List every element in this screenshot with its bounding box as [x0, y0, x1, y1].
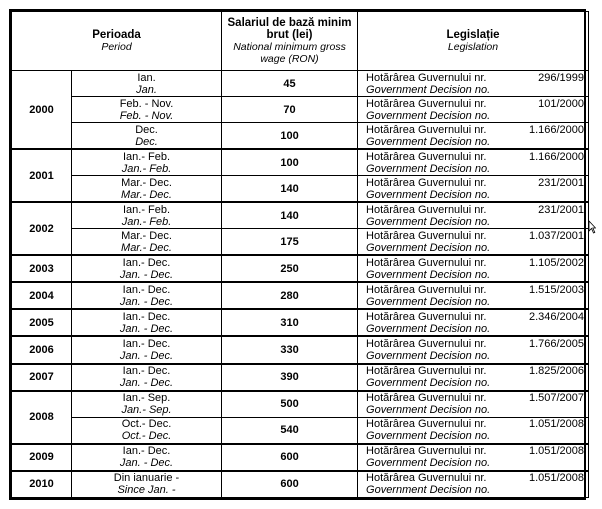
period-cell: [72, 255, 222, 282]
period-cell: [72, 149, 222, 176]
period-header-en: Period: [101, 41, 132, 53]
period-cell: [72, 202, 222, 229]
table-row: [12, 444, 589, 471]
legislation-cell: [358, 149, 589, 176]
table-row: [12, 471, 589, 498]
period-ro: Oct.- Dec.: [121, 418, 172, 431]
year-cell: 2004: [12, 282, 72, 309]
period-ro: Ian.- Dec.: [122, 365, 171, 378]
legislation-en: Government Decision no.: [366, 404, 491, 417]
decision-number: 1.507/2007: [528, 392, 585, 405]
legislation-ro-text: Hotărârea Guvernului nr.: [366, 283, 487, 296]
year-cell: 2000: [12, 71, 72, 150]
legislation-ro-text: Hotărârea Guvernului nr.: [366, 338, 487, 351]
period-cell: [72, 309, 222, 336]
decision-number: 1.825/2006: [528, 365, 585, 378]
decision-number: 1.051/2008: [528, 472, 585, 485]
wage-cell: 330: [222, 336, 358, 363]
year-cell: 2002: [12, 202, 72, 255]
legislation-ro: [366, 257, 584, 269]
legislation-cell: [358, 444, 589, 471]
year-cell: 2006: [12, 336, 72, 363]
legislation-cell: [358, 391, 589, 418]
year-cell: 2008: [12, 391, 72, 444]
period-en: Oct.- Dec.: [121, 430, 172, 443]
wage-cell: 45: [222, 71, 358, 97]
period-cell: [72, 391, 222, 418]
legislation-ro-text: Hotărârea Guvernului nr.: [366, 123, 487, 136]
legislation-en-line: [366, 457, 584, 469]
wage-cell: 600: [222, 444, 358, 471]
table-row: [12, 176, 589, 203]
wage-cell: 540: [222, 417, 358, 444]
decision-number: 231/2001: [538, 176, 585, 189]
legislation-ro: [366, 124, 584, 136]
legislation-ro-text: Hotărârea Guvernului nr.: [366, 310, 487, 323]
period-en: Jan.- Sep.: [121, 404, 172, 417]
period-ro: Ian.- Dec.: [122, 283, 171, 296]
legislation-cell: [358, 309, 589, 336]
legislation-ro: [366, 365, 584, 377]
decision-number: 1.515/2003: [528, 283, 585, 296]
minimum-wage-table: [11, 11, 589, 498]
legislation-en-line: [366, 296, 584, 308]
wage-cell: 310: [222, 309, 358, 336]
legislation-en-line: [366, 377, 584, 389]
legislation-en: Government Decision no.: [366, 295, 491, 308]
table-row: [12, 229, 589, 256]
decision-number: 1.051/2008: [528, 418, 585, 431]
legislation-ro-text: Hotărârea Guvernului nr.: [366, 472, 487, 485]
legislation-en-line: [366, 242, 584, 254]
table-row: [12, 336, 589, 363]
legislation-ro: [366, 72, 584, 84]
period-ro: Ian.- Sep.: [122, 392, 171, 405]
legislation-cell: [358, 202, 589, 229]
period-cell: [72, 417, 222, 444]
period-ro: Ian.- Feb.: [122, 150, 171, 163]
decision-number: 2.346/2004: [528, 310, 585, 323]
legislation-ro-text: Hotărârea Guvernului nr.: [366, 256, 487, 269]
legislation-ro: [366, 338, 584, 350]
period-en: Mar.- Dec.: [121, 188, 172, 201]
legislation-en: Government Decision no.: [366, 215, 491, 228]
table-row: [12, 417, 589, 444]
table-row: [12, 202, 589, 229]
legislation-en-line: [366, 269, 584, 281]
legislation-ro-text: Hotărârea Guvernului nr.: [366, 97, 487, 110]
legislation-ro: [366, 151, 584, 163]
legislation-en: Government Decision no.: [366, 377, 491, 390]
period-header: [12, 12, 222, 71]
wage-header-en: National minimum gross wage (RON): [233, 41, 346, 65]
legislation-cell: [358, 123, 589, 150]
legislation-cell: [358, 471, 589, 498]
legislation-en: Government Decision no.: [366, 484, 491, 497]
period-cell: [72, 471, 222, 498]
wage-cell: 250: [222, 255, 358, 282]
table-row: [12, 364, 589, 391]
period-header-ro: Perioada: [92, 29, 141, 41]
period-en: Jan.- Feb.: [121, 162, 172, 175]
table-row: [12, 149, 589, 176]
legislation-ro: [366, 311, 584, 323]
period-en: Mar.- Dec.: [121, 241, 172, 254]
legislation-ro: [366, 98, 584, 110]
period-en: Feb. - Nov.: [119, 109, 174, 122]
legislation-ro-text: Hotărârea Guvernului nr.: [366, 71, 487, 84]
year-cell: 2010: [12, 471, 72, 498]
legislation-ro-text: Hotărârea Guvernului nr.: [366, 229, 487, 242]
wage-cell: 100: [222, 149, 358, 176]
legislation-en-line: [366, 430, 584, 442]
legislation-cell: [358, 336, 589, 363]
wage-cell: 390: [222, 364, 358, 391]
decision-number: 101/2000: [538, 97, 585, 110]
legislation-ro-text: Hotărârea Guvernului nr.: [366, 365, 487, 378]
legislation-ro-text: Hotărârea Guvernului nr.: [366, 445, 487, 458]
period-en: Jan. - Dec.: [119, 295, 174, 308]
legislation-en-line: [366, 163, 584, 175]
decision-number: 1.766/2005: [528, 338, 585, 351]
wage-cell: 70: [222, 97, 358, 123]
legislation-en: Government Decision no.: [366, 83, 491, 96]
period-ro: Ian.- Dec.: [122, 256, 171, 269]
year-cell: 2001: [12, 149, 72, 202]
period-ro: Feb. - Nov.: [119, 97, 174, 110]
period-cell: [72, 444, 222, 471]
legislation-cell: [358, 97, 589, 123]
legislation-en-line: [366, 136, 584, 148]
decision-number: 1.166/2000: [528, 150, 585, 163]
year-cell: 2005: [12, 309, 72, 336]
table-row: [12, 309, 589, 336]
period-en: Jan.- Feb.: [121, 215, 172, 228]
legislation-header-ro: Legislație: [446, 29, 500, 41]
period-en: Jan. - Dec.: [119, 322, 174, 335]
legislation-cell: [358, 229, 589, 256]
decision-number: 1.051/2008: [528, 445, 585, 458]
mouse-cursor-icon: [588, 220, 596, 234]
legislation-en-line: [366, 84, 584, 96]
year-cell: 2009: [12, 444, 72, 471]
decision-number: 296/1999: [538, 71, 585, 84]
legislation-en: Government Decision no.: [366, 188, 491, 201]
legislation-cell: [358, 282, 589, 309]
period-ro: Ian.- Dec.: [122, 310, 171, 323]
legislation-header-en: Legislation: [447, 41, 499, 53]
legislation-ro: [366, 230, 584, 242]
period-cell: [72, 71, 222, 97]
table-row: [12, 97, 589, 123]
table-header-row: [12, 12, 589, 71]
legislation-en: Government Decision no.: [366, 241, 491, 254]
legislation-en-line: [366, 404, 584, 416]
legislation-ro: [366, 204, 584, 216]
legislation-cell: [358, 176, 589, 203]
period-ro: Ian.- Feb.: [122, 203, 171, 216]
legislation-cell: [358, 417, 589, 444]
period-ro: Mar.- Dec.: [121, 229, 172, 242]
wage-cell: 600: [222, 471, 358, 498]
legislation-ro: [366, 284, 584, 296]
period-en: Dec.: [135, 135, 158, 148]
wage-header-ro: Salariul de bază minim brut (lei): [227, 17, 352, 41]
period-cell: [72, 336, 222, 363]
legislation-cell: [358, 364, 589, 391]
table-row: [12, 391, 589, 418]
legislation-en-line: [366, 110, 584, 122]
legislation-en: Government Decision no.: [366, 135, 491, 148]
period-cell: [72, 97, 222, 123]
period-en: Jan. - Dec.: [119, 377, 174, 390]
period-cell: [72, 229, 222, 256]
legislation-header: [358, 12, 589, 71]
wage-cell: 140: [222, 176, 358, 203]
legislation-ro-text: Hotărârea Guvernului nr.: [366, 203, 487, 216]
table-row: [12, 255, 589, 282]
period-en: Jan. - Dec.: [119, 350, 174, 363]
legislation-ro: [366, 472, 584, 484]
period-en: Jan. - Dec.: [119, 457, 174, 470]
legislation-en: Government Decision no.: [366, 162, 491, 175]
legislation-ro: [366, 392, 584, 404]
wage-table-container: [9, 9, 586, 500]
period-cell: [72, 176, 222, 203]
period-ro: Ian.: [137, 71, 156, 84]
period-ro: Dec.: [135, 123, 158, 136]
period-cell: [72, 123, 222, 150]
decision-number: 231/2001: [538, 203, 585, 216]
legislation-cell: [358, 71, 589, 97]
legislation-en: Government Decision no.: [366, 268, 491, 281]
period-cell: [72, 364, 222, 391]
legislation-en-line: [366, 484, 584, 496]
legislation-en-line: [366, 189, 584, 201]
wage-header: [222, 12, 358, 71]
legislation-ro-text: Hotărârea Guvernului nr.: [366, 150, 487, 163]
wage-cell: 500: [222, 391, 358, 418]
legislation-en-line: [366, 323, 584, 335]
period-ro: Ian.- Dec.: [122, 338, 171, 351]
period-ro: Ian.- Dec.: [122, 445, 171, 458]
legislation-ro: [366, 418, 584, 430]
table-body: [12, 71, 589, 498]
legislation-en-line: [366, 350, 584, 362]
legislation-ro-text: Hotărârea Guvernului nr.: [366, 176, 487, 189]
legislation-ro: [366, 177, 584, 189]
wage-cell: 100: [222, 123, 358, 150]
legislation-en: Government Decision no.: [366, 322, 491, 335]
decision-number: 1.037/2001: [528, 229, 585, 242]
legislation-en: Government Decision no.: [366, 457, 491, 470]
wage-cell: 280: [222, 282, 358, 309]
legislation-ro-text: Hotărârea Guvernului nr.: [366, 418, 487, 431]
legislation-en: Government Decision no.: [366, 430, 491, 443]
year-cell: 2007: [12, 364, 72, 391]
year-cell: 2003: [12, 255, 72, 282]
legislation-en: Government Decision no.: [366, 109, 491, 122]
wage-cell: 175: [222, 229, 358, 256]
wage-cell: 140: [222, 202, 358, 229]
period-en: Since Jan. -: [117, 484, 176, 497]
table-row: [12, 282, 589, 309]
table-row: [12, 71, 589, 97]
legislation-ro-text: Hotărârea Guvernului nr.: [366, 392, 487, 405]
period-ro: Din ianuarie -: [113, 472, 180, 485]
decision-number: 1.105/2002: [528, 256, 585, 269]
legislation-cell: [358, 255, 589, 282]
table-row: [12, 123, 589, 150]
decision-number: 1.166/2000: [528, 123, 585, 136]
period-en: Jan.: [136, 83, 157, 96]
period-cell: [72, 282, 222, 309]
period-ro: Mar.- Dec.: [121, 176, 172, 189]
legislation-ro: [366, 445, 584, 457]
legislation-en-line: [366, 216, 584, 228]
period-en: Jan. - Dec.: [119, 268, 174, 281]
legislation-en: Government Decision no.: [366, 350, 491, 363]
